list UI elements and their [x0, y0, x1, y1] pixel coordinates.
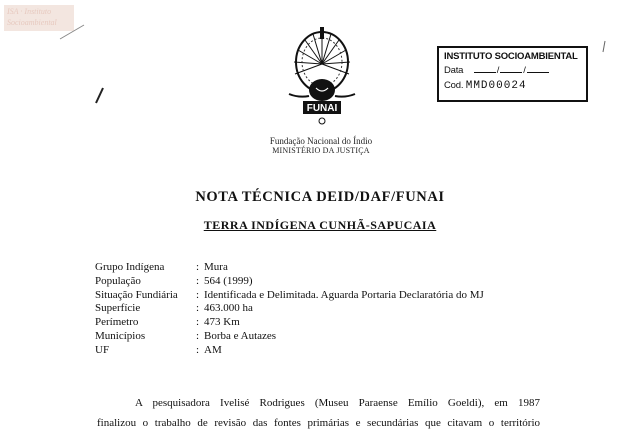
- info-label: Grupo Indígena: [95, 261, 165, 273]
- info-value: AM: [204, 343, 222, 356]
- scan-mark: [58, 22, 88, 42]
- info-row: Situação Fundiária : Identificada e Delimitada. Aguarda Portaria Declaratória do MJ: [95, 288, 484, 301]
- info-value: 564 (1999): [204, 274, 253, 287]
- info-row: População : 564 (1999): [95, 274, 253, 287]
- info-label: Municípios: [95, 329, 146, 342]
- info-table: [95, 261, 484, 358]
- info-row: Grupo Indígena : Mura: [95, 261, 228, 273]
- info-value: 473 Km: [204, 316, 240, 329]
- info-label: Superfície: [95, 302, 141, 315]
- info-row: Municípios : Borba e Autazes: [95, 329, 277, 342]
- paragraph-line: A pesquisadora Ivelisé Rodrigues (Museu Paraense Emílio Goeldi), em 1987: [135, 397, 540, 409]
- ministry-name: MINISTÉRIO DA JUSTIÇA: [272, 146, 370, 155]
- info-value: 463.000 ha: [204, 302, 253, 315]
- info-row: Superfície : 463.000 ha: [95, 302, 253, 315]
- stamp-date-label: Data: [444, 65, 464, 76]
- info-label: Perímetro: [95, 316, 139, 329]
- document-title: NOTA TÉCNICA DEID/DAF/FUNAI: [195, 189, 445, 205]
- stamp-code-label: Cod.: [444, 80, 464, 91]
- info-label: Situação Fundiária: [95, 288, 178, 301]
- stamp-date-row: Data / /: [444, 63, 581, 78]
- paragraph-line: finalizou o trabalho de revisão das fontes primárias e secundárias que citavam o território: [97, 417, 540, 429]
- body-paragraph: [97, 393, 540, 433]
- info-value: Mura: [204, 261, 228, 273]
- stamp-code-value: MMD00024: [465, 80, 527, 92]
- info-value: Identificada e Delimitada. Aguarda Portaria Declaratória do MJ: [204, 288, 484, 301]
- scan-mark: [600, 40, 608, 54]
- funai-logo-icon: [283, 24, 361, 126]
- logo-text: FUNAI: [306, 103, 338, 114]
- info-label: UF: [95, 343, 110, 356]
- foundation-name: Fundação Nacional do Índio: [269, 136, 373, 146]
- stamp-code-row: [444, 78, 581, 94]
- stamp-title: INSTITUTO SOCIOAMBIENTAL: [444, 51, 578, 62]
- watermark-text: ISA · Instituto Socioambiental: [7, 7, 57, 27]
- info-row: Perímetro : 473 Km: [95, 316, 240, 329]
- funai-logo: [283, 24, 361, 126]
- document-subtitle: TERRA INDÍGENA CUNHÃ-SAPUCAIA: [203, 218, 437, 232]
- info-value: Borba e Autazes: [204, 329, 277, 342]
- archive-stamp: [437, 46, 588, 102]
- scan-mark: [92, 86, 106, 106]
- info-label: População: [95, 274, 141, 287]
- info-row: UF : AM: [95, 343, 222, 356]
